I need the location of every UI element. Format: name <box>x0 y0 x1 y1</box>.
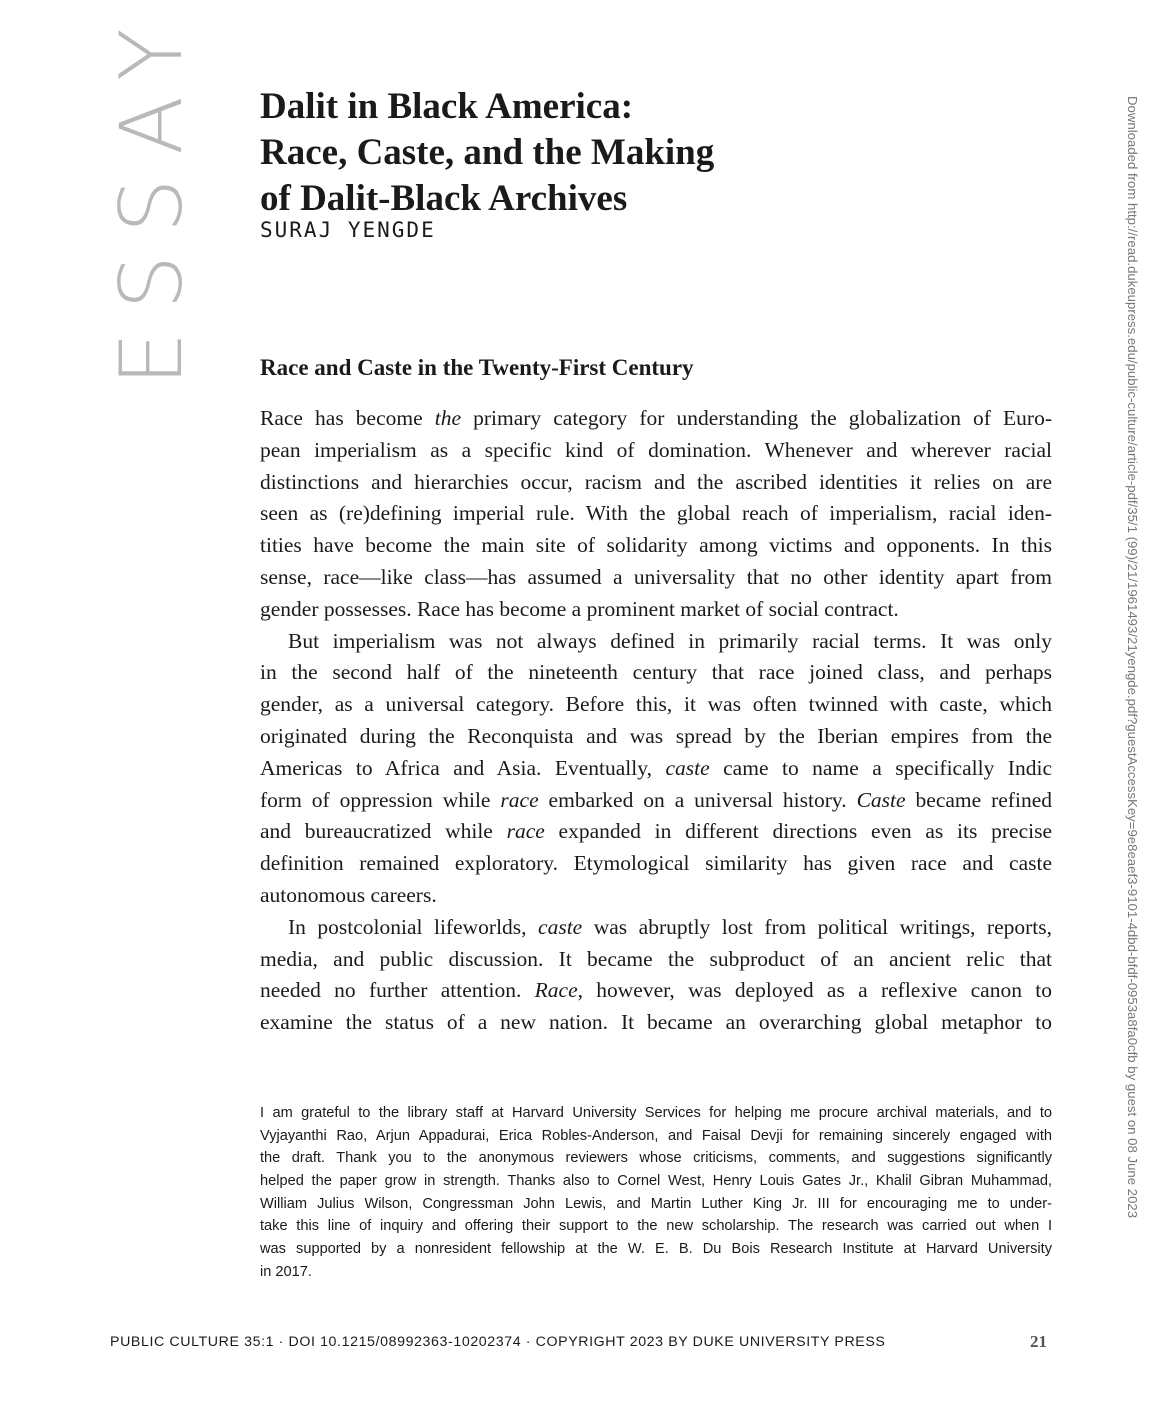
body-line: seen as (re)defining imperial rule. With the global reach of imperialism, racial iden- <box>260 501 1052 526</box>
body-line: Americas to Africa and Asia. Eventually, caste came to name a specifically Indic <box>260 755 1052 780</box>
section-heading: Race and Caste in the Twenty-First Century <box>260 355 694 380</box>
article-title <box>260 84 820 222</box>
body-line: pean imperialism as a specific kind of domination. Whenever and wherever racial <box>260 437 1052 462</box>
title-line-2: Race, Caste, and the Making <box>260 132 715 173</box>
body-line: and bureaucratized while race expanded in different directions even as its precise <box>260 819 1052 844</box>
body-line: needed no further attention. Race, however, was deployed as a reflexive canon to <box>260 978 1052 1003</box>
footnote-line: I am grateful to the library staff at Harvard University Services for helping me procure archival materials, and to <box>260 1105 1052 1121</box>
acknowledgment-footnote <box>260 1102 1052 1284</box>
author-name: SURAJ YENGDE <box>260 218 436 242</box>
body-line: form of oppression while race embarked on a universal history. Caste became refined <box>260 787 1052 812</box>
footnote-line: was supported by a nonresident fellowship at the W. E. B. Du Bois Research Institute at Harvard University <box>260 1241 1052 1258</box>
download-watermark: Downloaded from http://read.dukeupress.edu/public-culture/article-pdf/35/1 (99)/21/1961493/21yengde.pdf?guestAccessKey=9e8eaef3-9101-4dbd-bfdf-0953a8fa0cfb by guest on 08 June 2023 <box>1125 96 1140 1219</box>
body-line: definition remained exploratory. Etymological similarity has given race and caste <box>260 851 1052 876</box>
footnote-line: helped the paper grow in strength. Thanks also to Cornel West, Henry Louis Gates Jr., Khalil Gibran Muhammad, <box>260 1173 1052 1190</box>
body-line: gender, as a universal category. Before this, it was often twinned with caste, which <box>260 692 1052 717</box>
footnote-line: the draft. Thank you to the anonymous reviewers whose criticisms, comments, and suggestions significantly <box>260 1150 1052 1167</box>
body-line: sense, race—like class—has assumed a universality that no other identity apart from <box>260 564 1052 589</box>
body-line: examine the status of a new nation. It became an overarching global metaphor to <box>260 1010 1052 1035</box>
body-line: distinctions and hierarchies occur, racism and the ascribed identities it relies on are <box>260 469 1052 494</box>
body-text <box>260 403 1052 1039</box>
body-line: in the second half of the nineteenth century that race joined class, and perhaps <box>260 660 1052 685</box>
body-line: But imperialism was not always defined in primarily racial terms. It was only <box>288 628 1052 653</box>
title-line-3: of Dalit-Black Archives <box>260 178 628 219</box>
body-line: tities have become the main site of solidarity among victims and opponents. In this <box>260 533 1052 558</box>
footnote-line: Vyjayanthi Rao, Arjun Appadurai, Erica Robles-Anderson, and Faisal Devji for remaining sincerely engaged with <box>260 1127 1052 1144</box>
body-line: gender possesses. Race has become a prominent market of social contract. <box>260 596 899 621</box>
footnote-line: William Julius Wilson, Congressman John Lewis, and Martin Luther King Jr. III for encouraging me to under- <box>260 1195 1052 1212</box>
body-line: originated during the Reconquista and was spread by the Iberian empires from the <box>260 723 1052 748</box>
footnote-line: in 2017. <box>260 1263 312 1280</box>
page-number: 21 <box>1030 1332 1047 1351</box>
body-line: media, and public discussion. It became the subproduct of an ancient relic that <box>260 946 1052 971</box>
journal-citation: PUBLIC CULTURE 35:1 · DOI 10.1215/08992363-10202374 · COPYRIGHT 2023 BY DUKE UNIVERSITY PRESS <box>110 1334 886 1350</box>
footnote-line: take this line of inquiry and offering their support to the new scholarship. The research was carried out when I <box>260 1218 1052 1235</box>
title-line-1: Dalit in Black America: <box>260 86 634 127</box>
essay-label: ESSAY <box>102 6 202 386</box>
body-line: Race has become the primary category for understanding the globalization of Euro- <box>260 406 1052 430</box>
body-line: autonomous careers. <box>260 882 437 907</box>
body-line: In postcolonial lifeworlds, caste was abruptly lost from political writings, reports, <box>288 914 1052 939</box>
